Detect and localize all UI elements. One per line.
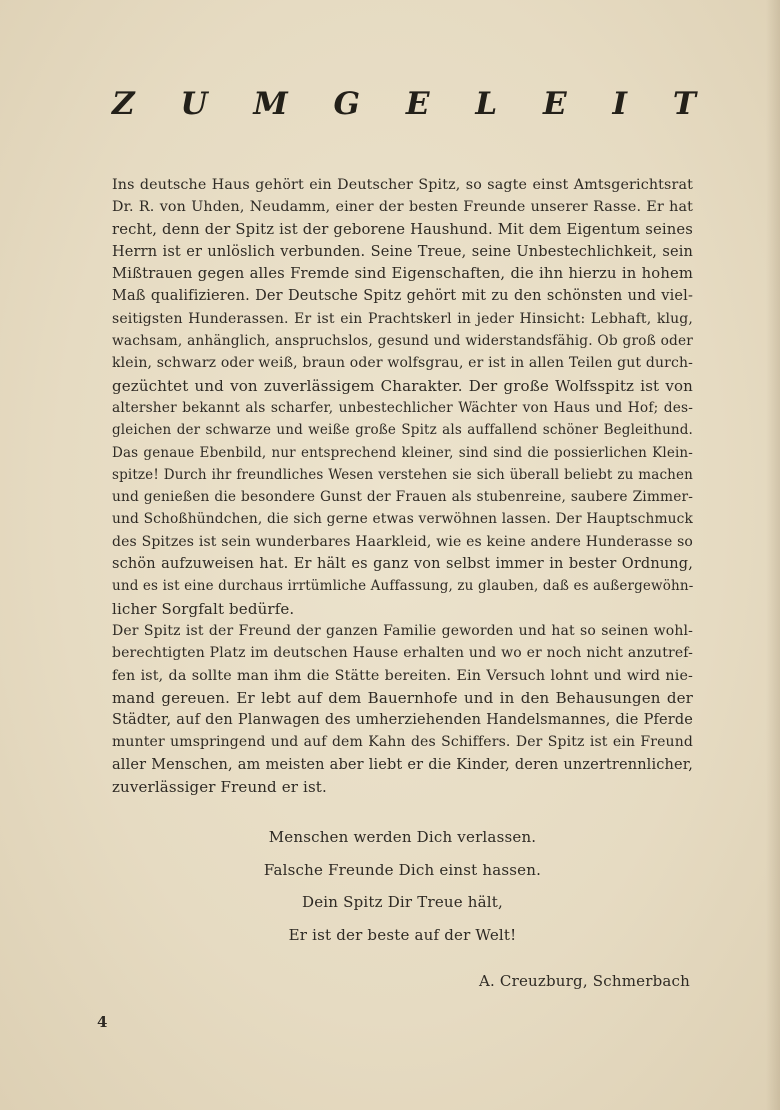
title-letter: G [333, 86, 361, 122]
body-line: Herrn ist er unlöslich verbunden. Seine Treue, seine Unbestechlichkeit, sein [112, 243, 693, 260]
title-letter: I [612, 86, 627, 122]
title-letter: E [543, 86, 567, 122]
body-line: munter umspringend und auf dem Kahn des Schiffers. Der Spitz ist ein Freund [112, 734, 693, 751]
page-number: 4 [97, 1013, 108, 1031]
body-line: Maß qualifizieren. Der Deutsche Spitz gehört mit zu den schönsten und viel- [112, 288, 693, 305]
body-line: gleichen der schwarze und weiße große Spitz als auffallend schöner Begleithund. [112, 422, 693, 439]
body-line: des Spitzes ist sein wunderbares Haarkleid, wie es keine andere Hunderasse so [112, 533, 693, 550]
body-line: wachsam, anhänglich, anspruchslos, gesund und widerstandsfähig. Ob groß oder [112, 333, 693, 350]
body-line: Ins deutsche Haus gehört ein Deutscher Spitz, so sagte einst Amtsgerichtsrat [112, 177, 693, 193]
body-line: gezüchtet und von zuverlässigem Charakter. Der große Wolfsspitz ist von [112, 376, 693, 395]
body-line: fen ist, da sollte man ihm die Stätte bereiten. Ein Versuch lohnt und wird nie- [112, 667, 693, 684]
body-line: berechtigten Platz im deutschen Hause erhalten und wo er noch nicht anzutref- [112, 645, 693, 662]
poem-line: Falsche Freunde Dich einst hassen. [263, 860, 542, 879]
body-line: Der Spitz ist der Freund der ganzen Familie geworden und hat so seinen wohl- [112, 622, 693, 639]
signature: A. Creuzburg, Schmerbach [478, 972, 690, 990]
title-letter: Z [112, 86, 135, 122]
poem-line: Dein Spitz Dir Treue hält, [301, 893, 504, 911]
title-letter: U [180, 86, 208, 122]
body-line: und Schoßhündchen, die sich gerne etwas verwöhnen lassen. Der Hauptschmuck [112, 511, 693, 528]
poem [112, 821, 693, 951]
title-letter: M [253, 86, 288, 122]
body-line: schön aufzuweisen hat. Er hält es ganz von selbst immer in bester Ordnung, [112, 556, 693, 573]
title-letter: L [475, 86, 498, 122]
body-line: und genießen die besondere Gunst der Frauen als stubenreine, saubere Zimmer- [112, 489, 693, 506]
body-line: seitigsten Hunderassen. Er ist ein Prachtskerl in jeder Hinsicht: Lebhaft, klug, [112, 310, 693, 327]
body-line: klein, schwarz oder weiß, braun oder wolfsgrau, er ist in allen Teilen gut durch- [112, 355, 693, 372]
title-letter: T [672, 86, 696, 122]
body-line: mand gereuen. Er lebt auf dem Bauernhofe und in den Behausungen der [112, 688, 693, 707]
body-line: Das genaue Ebenbild, nur entsprechend kleiner, sind sind die possierlichen Klein- [112, 444, 693, 461]
poem-line: Menschen werden Dich verlassen. [268, 828, 537, 846]
body-line: Städter, auf den Planwagen des umherziehenden Handelsmannes, die Pferde [112, 712, 693, 729]
body-line: recht, denn der Spitz ist der geborene Haushund. Mit dem Eigentum seines [112, 220, 693, 238]
body-line: spitze! Durch ihr freundliches Wesen verstehen sie sich überall beliebt zu machen [112, 466, 693, 483]
page-edge-shadow [766, 0, 780, 1110]
body-line: Mißtrauen gegen alles Fremde sind Eigenschaften, die ihn hierzu in hohem [112, 265, 693, 283]
page-title [112, 86, 696, 122]
body-line: zuverlässiger Freund er ist. [112, 778, 327, 797]
body-line: altersher bekannt als scharfer, unbestechlicher Wächter von Haus und Hof; des- [112, 399, 693, 416]
body-line: aller Menschen, am meisten aber liebt er die Kinder, deren unzertrennlicher, [112, 756, 693, 773]
title-letter: E [405, 86, 430, 122]
poem-line: Er ist der beste auf der Welt! [288, 925, 517, 944]
body-line: licher Sorgfalt bedürfe. [112, 599, 295, 618]
body-line: und es ist eine durchaus irrtümliche Auffassung, zu glauben, daß es außergewöhn- [112, 578, 694, 595]
body-text [112, 174, 693, 798]
body-line: Dr. R. von Uhden, Neudamm, einer der besten Freunde unserer Rasse. Er hat [112, 199, 693, 216]
